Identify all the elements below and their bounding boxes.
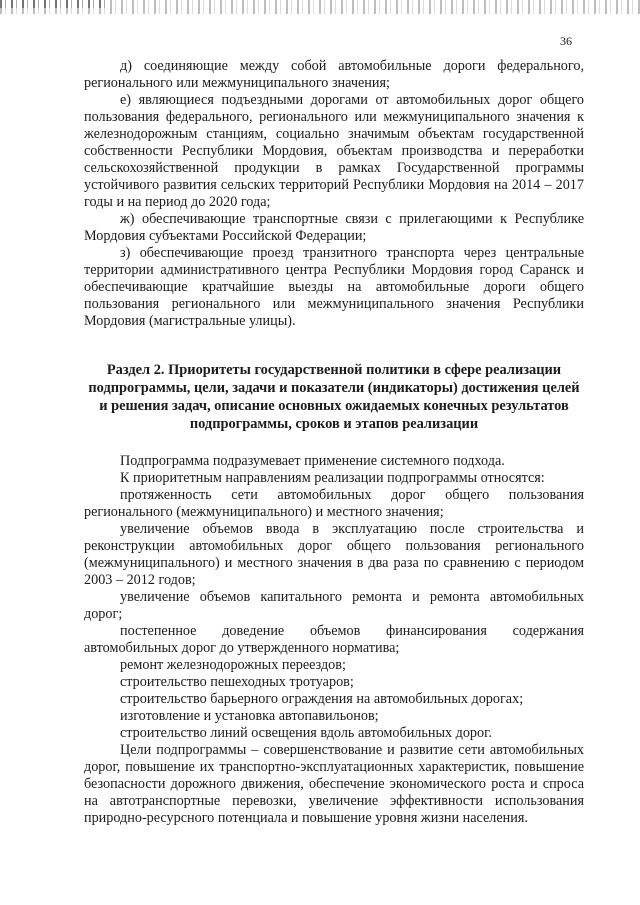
page-number: 36	[560, 34, 572, 48]
section-heading: Раздел 2. Приоритеты государственной политики в сфере реализации подпрограммы, цели, задачи и показатели (индикаторы) достижения целей и решения задач, описание основных ожидаемых конечных результатов подпрограммы, сроков и этапов реализации	[88, 362, 580, 432]
paragraph-zh: ж) обеспечивающие транспортные связи с прилегающими к Республике Мордовия субъектами Российской Федерации;	[84, 211, 584, 244]
list-item: строительство барьерного ограждения на автомобильных дорогах;	[120, 691, 524, 707]
list-item: изготовление и установка автопавильонов;	[120, 708, 379, 724]
paragraph-priorities-intro: К приоритетным направлениям реализации подпрограммы относятся:	[120, 470, 545, 486]
list-item: строительство линий освещения вдоль автомобильных дорог.	[120, 725, 492, 741]
paragraph-z: з) обеспечивающие проезд транзитного транспорта через центральные территории административного центра Республики Мордовия город Саранск и обеспечивающие кратчайшие выезды на автомобильные дороги общего пользования регионального или межмуниципального значения Республики Мордовия (магистральные улицы).	[84, 245, 584, 329]
list-item: увеличение объемов ввода в эксплуатацию после строительства и реконструкции автомобильных дорог общего пользования регионального (межмуниципального) и местного значения в два раза по сравнению с периодом 2003 – 2012 годов;	[84, 521, 584, 588]
list-item: постепенное доведение объемов финансирования содержания автомобильных дорог до утвержденного норматива;	[84, 623, 584, 656]
paragraph-d: д) соединяющие между собой автомобильные дороги федерального, регионального или межмуниципального значения;	[84, 58, 584, 91]
list-item: ремонт железнодорожных переездов;	[120, 657, 346, 673]
list-item: увеличение объемов капитального ремонта и ремонта автомобильных дорог;	[84, 589, 584, 622]
paragraph-e: е) являющиеся подъездными дорогами от автомобильных дорог общего пользования федерального, регионального или межмуниципального значения к железнодорожным станциям, социально значимым объектам государственной собственности Республики Мордовия, объектам производства и переработки сельскохозяйственной продукции в рамках Государственной программы устойчивого развития сельских территорий Республики Мордовия на 2014 – 2017 годы и на период до 2020 года;	[84, 92, 584, 210]
list-item: протяженность сети автомобильных дорог общего пользования регионального (межмуниципального) и местного значения;	[84, 487, 584, 520]
paragraph-approach: Подпрограмма подразумевает применение системного подхода.	[120, 453, 505, 469]
paragraph-goals: Цели подпрограммы – совершенствование и развитие сети автомобильных дорог, повышение их транспортно-эксплуатационных характеристик, повышение безопасности дорожного движения, обеспечение экономического роста и спроса на автотранспортные перевозки, увеличение эффективности использования природно-ресурсного потенциала и повышение уровня жизни населения.	[84, 742, 584, 826]
document-body	[84, 58, 584, 827]
list-item: строительство пешеходных тротуаров;	[120, 674, 354, 690]
scan-artifact-left	[0, 0, 110, 8]
